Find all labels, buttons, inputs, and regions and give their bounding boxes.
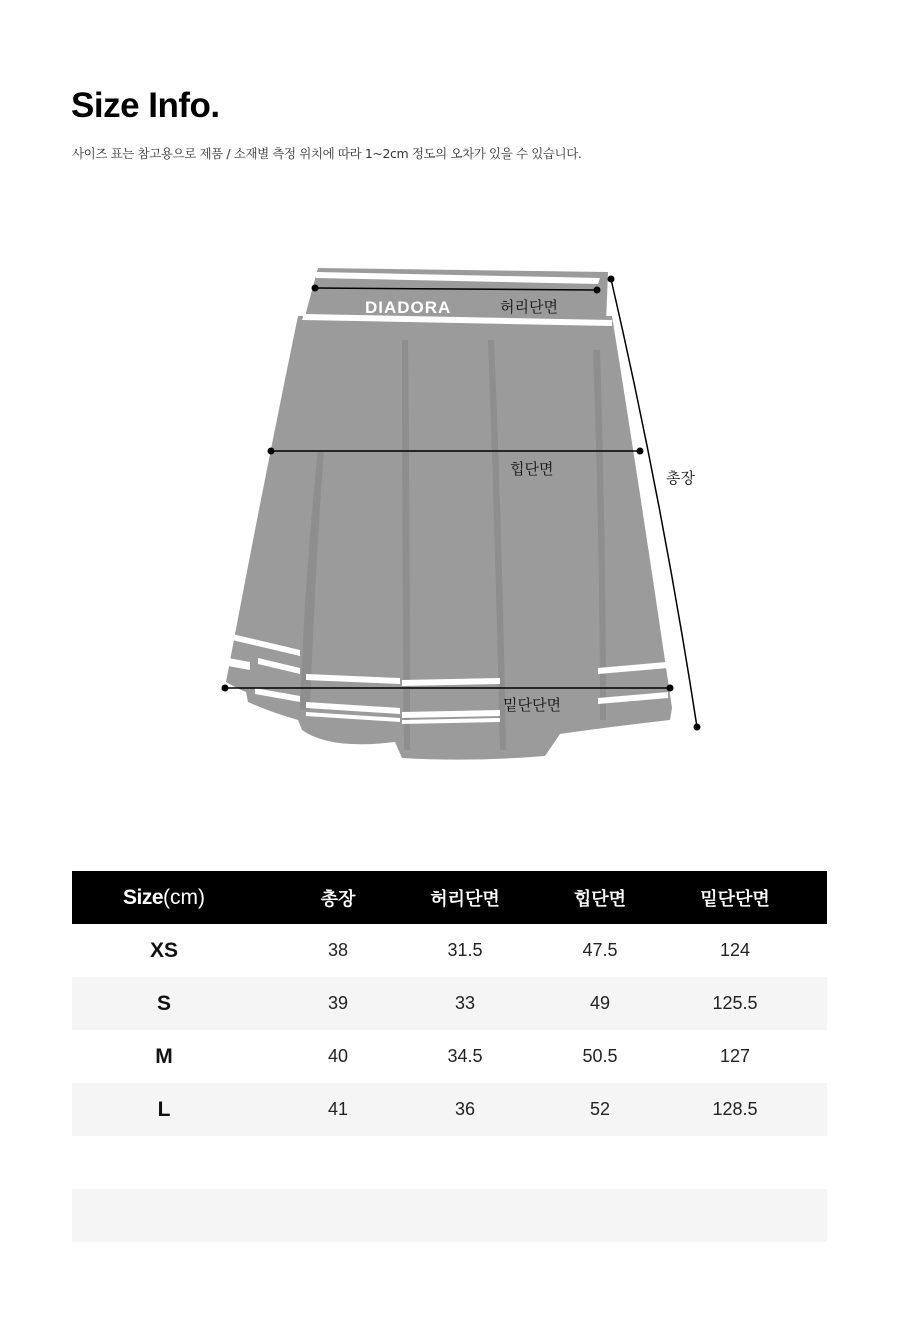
hem-cell: 127	[719, 1046, 751, 1066]
size-header-label: Size	[122, 886, 164, 909]
hip-cell: 52	[589, 1099, 611, 1119]
size-cell: S	[156, 991, 171, 1015]
page-title: Size Info.	[71, 86, 220, 125]
total-length-cell: 41	[327, 1099, 349, 1119]
waist-cell: 36	[454, 1099, 476, 1119]
waist-cell: 34.5	[447, 1046, 483, 1066]
hip-cell: 49	[589, 993, 611, 1013]
hip-end-dot	[637, 448, 644, 455]
brand-logo: DIADORA	[365, 298, 452, 317]
total-length-cell: 40	[327, 1046, 349, 1066]
header-waist: 허리단면	[430, 888, 500, 910]
length-end-dot	[694, 724, 701, 731]
hip-cell: 47.5	[582, 940, 618, 960]
hem-cell: 124	[719, 940, 751, 960]
total-length-cell: 39	[327, 993, 349, 1013]
table-row	[72, 1030, 827, 1083]
empty-table-row	[72, 1189, 827, 1242]
hem-cell: 128.5	[712, 1099, 758, 1119]
size-table-header	[72, 871, 827, 924]
hem-start-dot	[222, 685, 229, 692]
header-hip: 힙단면	[573, 888, 627, 910]
waist-end-dot	[594, 287, 601, 294]
skirt-body	[226, 268, 672, 760]
hem-label: 밑단단면	[503, 696, 561, 714]
size-cell: XS	[149, 938, 178, 962]
header-hem: 밑단단면	[700, 888, 770, 910]
length-start-dot	[608, 276, 615, 283]
skirt-illustration	[0, 250, 900, 780]
table-row	[72, 977, 827, 1030]
hip-cell: 50.5	[582, 1046, 618, 1066]
empty-table-row	[72, 1136, 827, 1189]
size-cell: L	[157, 1097, 171, 1121]
hip-start-dot	[268, 448, 275, 455]
waist-cell: 31.5	[447, 940, 483, 960]
waist-cell: 33	[454, 993, 476, 1013]
hem-cell: 125.5	[712, 993, 758, 1013]
size-unit-label: (cm)	[163, 886, 205, 909]
table-row	[72, 924, 827, 977]
skirt-measurement-figure	[0, 250, 900, 780]
hip-label: 힙단면	[510, 460, 554, 478]
size-column-header	[72, 885, 256, 910]
hem-end-dot	[667, 685, 674, 692]
table-row	[72, 1083, 827, 1136]
total-length-cell: 38	[327, 940, 349, 960]
header-total-length: 총장	[320, 888, 356, 910]
size-note: 사이즈 표는 참고용으로 제품 / 소재별 측정 위치에 따라 1~2cm 정도의 오차가 있을 수 있습니다.	[72, 146, 582, 161]
total-length-label: 총장	[666, 469, 695, 487]
waist-start-dot	[312, 285, 319, 292]
size-cell: M	[155, 1044, 173, 1068]
waist-label: 허리단면	[500, 298, 558, 316]
size-table	[72, 871, 827, 1242]
